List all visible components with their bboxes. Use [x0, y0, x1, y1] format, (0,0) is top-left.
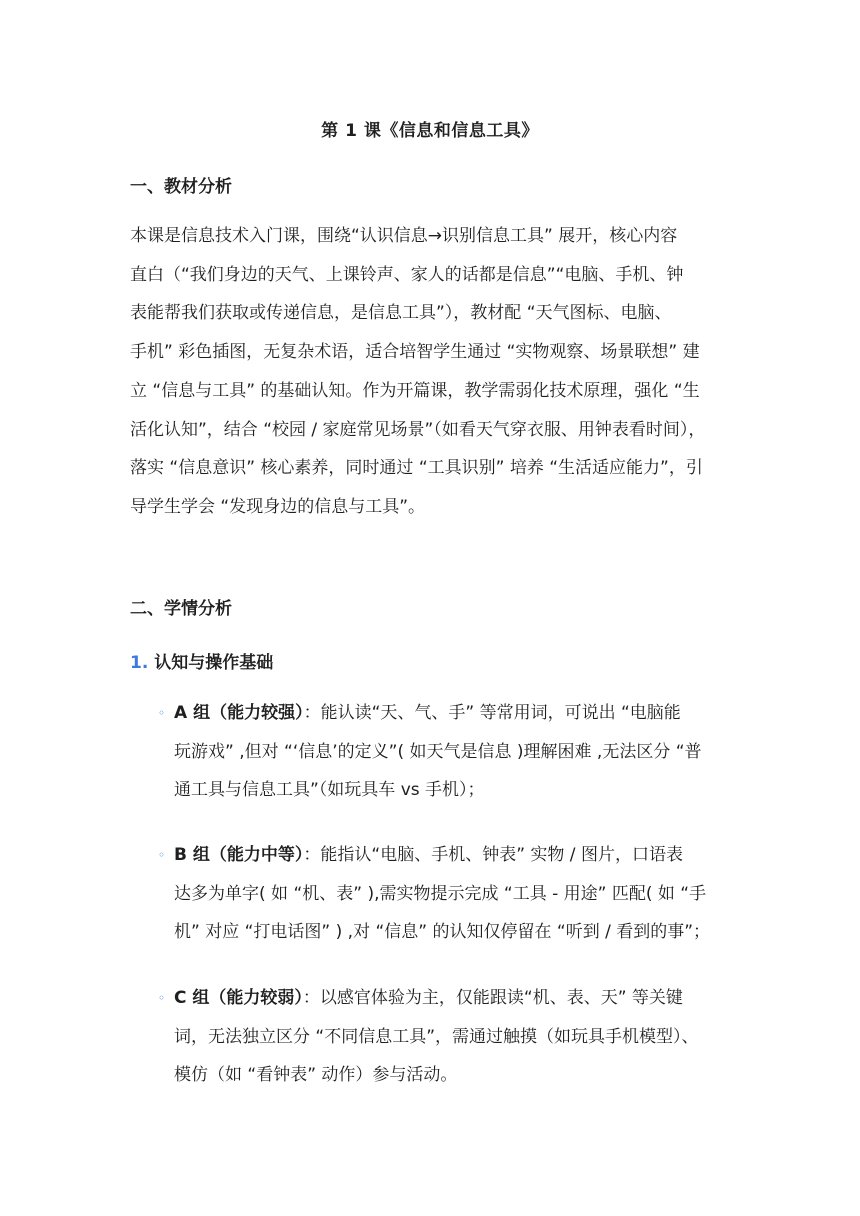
list-item-line: 机” 对应 “打电话图” ) ,对 “信息” 的认知仅停留在 “听到 / 看到的事”； [174, 922, 711, 942]
document-title: 第 1 课《信息和信息工具》 [321, 121, 539, 141]
paragraph-line: 导学生学会 “发现身边的信息与工具”。 [130, 496, 426, 517]
list-item-line [174, 836, 738, 875]
section-heading-learner-analysis: 二、学情分析 [130, 599, 232, 619]
list-item-line: 达多为单字( 如 “机、表” ),需实物提示完成 “工具 - 用途” 匹配( 如 “手 [174, 883, 707, 904]
paragraph-textbook-analysis [130, 217, 735, 527]
group-label: C 组（能力较弱） [174, 988, 303, 1008]
list-item-text: ：能指认“电脑、手机、钟表” 实物 / 图片，口语表 [303, 845, 683, 865]
paragraph-line: 手机” 彩色插图，无复杂术语，适合培智学生通过 “实物观察、场景联想” 建 [130, 342, 700, 363]
list-item-line: 通工具与信息工具”（如玩具车 vs 手机）； [174, 780, 485, 800]
paragraph-line: 活化认知”，结合 “校园 / 家庭常见场景”（如看天气穿衣服、用钟表看时间）， [130, 419, 706, 440]
list-item-group-b [158, 836, 738, 952]
list-item-line: 词，无法独立区分 “不同信息工具”，需通过触摸（如玩具手机模型）、 [174, 1026, 699, 1047]
paragraph-line: 表能帮我们获取或传递信息，是信息工具”），教材配 “天气图标、电脑、 [130, 303, 672, 324]
list-item-line: 玩游戏” ,但对 “‘信息’的定义”( 如天气是信息 )理解困难 ,无法区分 “普 [174, 741, 702, 762]
bullet-marker-icon: ◦ [158, 706, 166, 720]
group-label: B 组（能力中等） [174, 845, 304, 865]
list-item-group-c [158, 979, 738, 1095]
list-item-line: 模仿（如 “看钟表” 动作）参与活动。 [174, 1065, 458, 1085]
paragraph-line: 落实 “信息意识” 核心素养，同时通过 “工具识别” 培养 “生活适应能力”，引 [130, 458, 703, 479]
subsection-heading-cognition [130, 648, 273, 673]
group-label: A 组（能力较强） [174, 703, 304, 723]
subsection-number: 1. [130, 653, 149, 673]
list-item-group-a [158, 694, 738, 810]
bullet-marker-icon: ◦ [158, 991, 166, 1005]
subsection-label: 认知与操作基础 [154, 653, 274, 673]
list-item-line [174, 979, 738, 1018]
paragraph-line: 本课是信息技术入门课，围绕“认识信息→识别信息工具” 展开，核心内容 [130, 226, 678, 246]
paragraph-line: 直白（“我们身边的天气、上课铃声、家人的话都是信息”“电脑、手机、钟 [130, 264, 684, 285]
paragraph-line: 立 “信息与工具” 的基础认知。作为开篇课，教学需弱化技术原理，强化 “生 [130, 380, 700, 401]
list-item-line [174, 694, 738, 733]
list-item-text: ：以感官体验为主，仅能跟读“机、表、天” 等关键 [302, 988, 683, 1008]
section-heading-textbook-analysis: 一、教材分析 [130, 177, 232, 197]
bullet-marker-icon: ◦ [158, 848, 166, 862]
list-item-text: ：能认读“天、气、手” 等常用词，可说出 “电脑能 [303, 703, 681, 723]
